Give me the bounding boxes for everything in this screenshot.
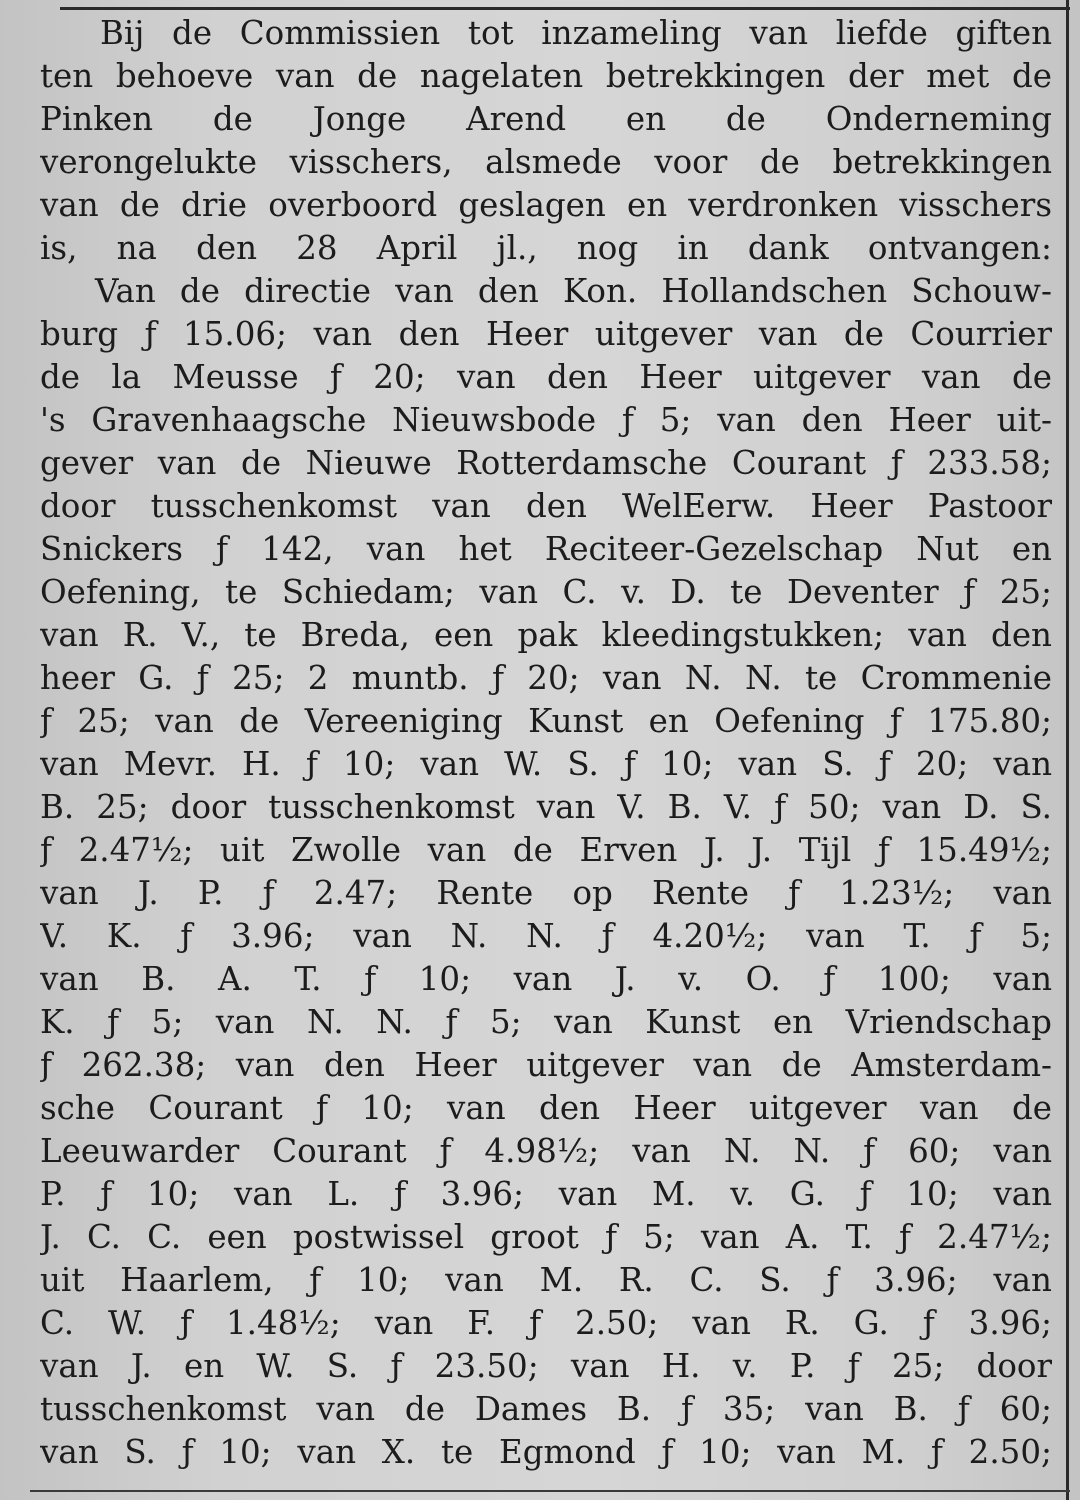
text-line: Oefening, te Schiedam; van C. v. D. te Deventer ƒ 25; — [40, 573, 1052, 611]
text-line: sche Courant ƒ 10; van den Heer uitgever van de — [40, 1089, 1052, 1127]
column-rule — [1066, 0, 1069, 1500]
text-line: van B. A. T. ƒ 10; van J. v. O. ƒ 100; van — [40, 960, 1052, 998]
text-line: ƒ 25; van de Vereeniging Kunst en Oefening ƒ 175.80; — [40, 702, 1052, 740]
text-line: K. ƒ 5; van N. N. ƒ 5; van Kunst en Vriendschap — [40, 1003, 1052, 1041]
text-line: van de drie overboord geslagen en verdronken visschers — [40, 186, 1052, 224]
text-line: van J. en W. S. ƒ 23.50; van H. v. P. ƒ 25; door — [40, 1347, 1052, 1385]
text-line: Pinken de Jonge Arend en de Onderneming — [40, 100, 1052, 138]
top-rule — [60, 7, 1070, 10]
text-line: Van de directie van den Kon. Hollandschen Schouw- — [95, 272, 1052, 310]
text-line: ten behoeve van de nagelaten betrekkingen der met de — [40, 57, 1052, 95]
text-line: Leeuwarder Courant ƒ 4.98½; van N. N. ƒ 60; van — [40, 1132, 1052, 1170]
bottom-rule — [30, 1490, 1070, 1492]
text-line: ƒ 262.38; van den Heer uitgever van de Amsterdam- — [40, 1046, 1052, 1084]
text-line: door tusschenkomst van den WelEerw. Heer Pastoor — [40, 487, 1052, 525]
text-line: uit Haarlem, ƒ 10; van M. R. C. S. ƒ 3.96; van — [40, 1261, 1052, 1299]
text-line: van R. V., te Breda, een pak kleedingstukken; van den — [40, 616, 1052, 654]
text-line: P. ƒ 10; van L. ƒ 3.96; van M. v. G. ƒ 10; van — [40, 1175, 1052, 1213]
text-line: burg ƒ 15.06; van den Heer uitgever van de Courrier — [40, 315, 1052, 353]
text-line: van Mevr. H. ƒ 10; van W. S. ƒ 10; van S. ƒ 20; van — [40, 745, 1052, 783]
donation-notice — [40, 12, 1052, 1474]
text-line: van S. ƒ 10; van X. te Egmond ƒ 10; van M. ƒ 2.50; — [40, 1433, 1052, 1471]
text-line: B. 25; door tusschenkomst van V. B. V. ƒ 50; van D. S. — [40, 788, 1052, 826]
text-line: ƒ 2.47½; uit Zwolle van de Erven J. J. Tijl ƒ 15.49½; — [40, 831, 1052, 869]
text-line: Bij de Commissien tot inzameling van liefde giften — [100, 14, 1052, 52]
text-line: V. K. ƒ 3.96; van N. N. ƒ 4.20½; van T. ƒ 5; — [40, 917, 1052, 955]
text-line: C. W. ƒ 1.48½; van F. ƒ 2.50; van R. G. ƒ 3.96; — [40, 1304, 1052, 1342]
text-line: de la Meusse ƒ 20; van den Heer uitgever van de — [40, 358, 1052, 396]
text-line: Snickers ƒ 142, van het Reciteer-Gezelschap Nut en — [40, 530, 1052, 568]
text-line: 's Gravenhaagsche Nieuwsbode ƒ 5; van den Heer uit- — [40, 401, 1052, 439]
text-line: J. C. C. een postwissel groot ƒ 5; van A. T. ƒ 2.47½; — [40, 1218, 1052, 1256]
text-line: verongelukte visschers, alsmede voor de betrekkingen — [40, 143, 1052, 181]
text-line: van J. P. ƒ 2.47; Rente op Rente ƒ 1.23½; van — [40, 874, 1052, 912]
text-line: heer G. ƒ 25; 2 muntb. ƒ 20; van N. N. te Crommenie — [40, 659, 1052, 697]
text-line: is, na den 28 April jl., nog in dank ontvangen: — [40, 229, 1052, 267]
text-line: tusschenkomst van de Dames B. ƒ 35; van B. ƒ 60; — [40, 1390, 1052, 1428]
text-line: gever van de Nieuwe Rotterdamsche Courant ƒ 233.58; — [40, 444, 1052, 482]
